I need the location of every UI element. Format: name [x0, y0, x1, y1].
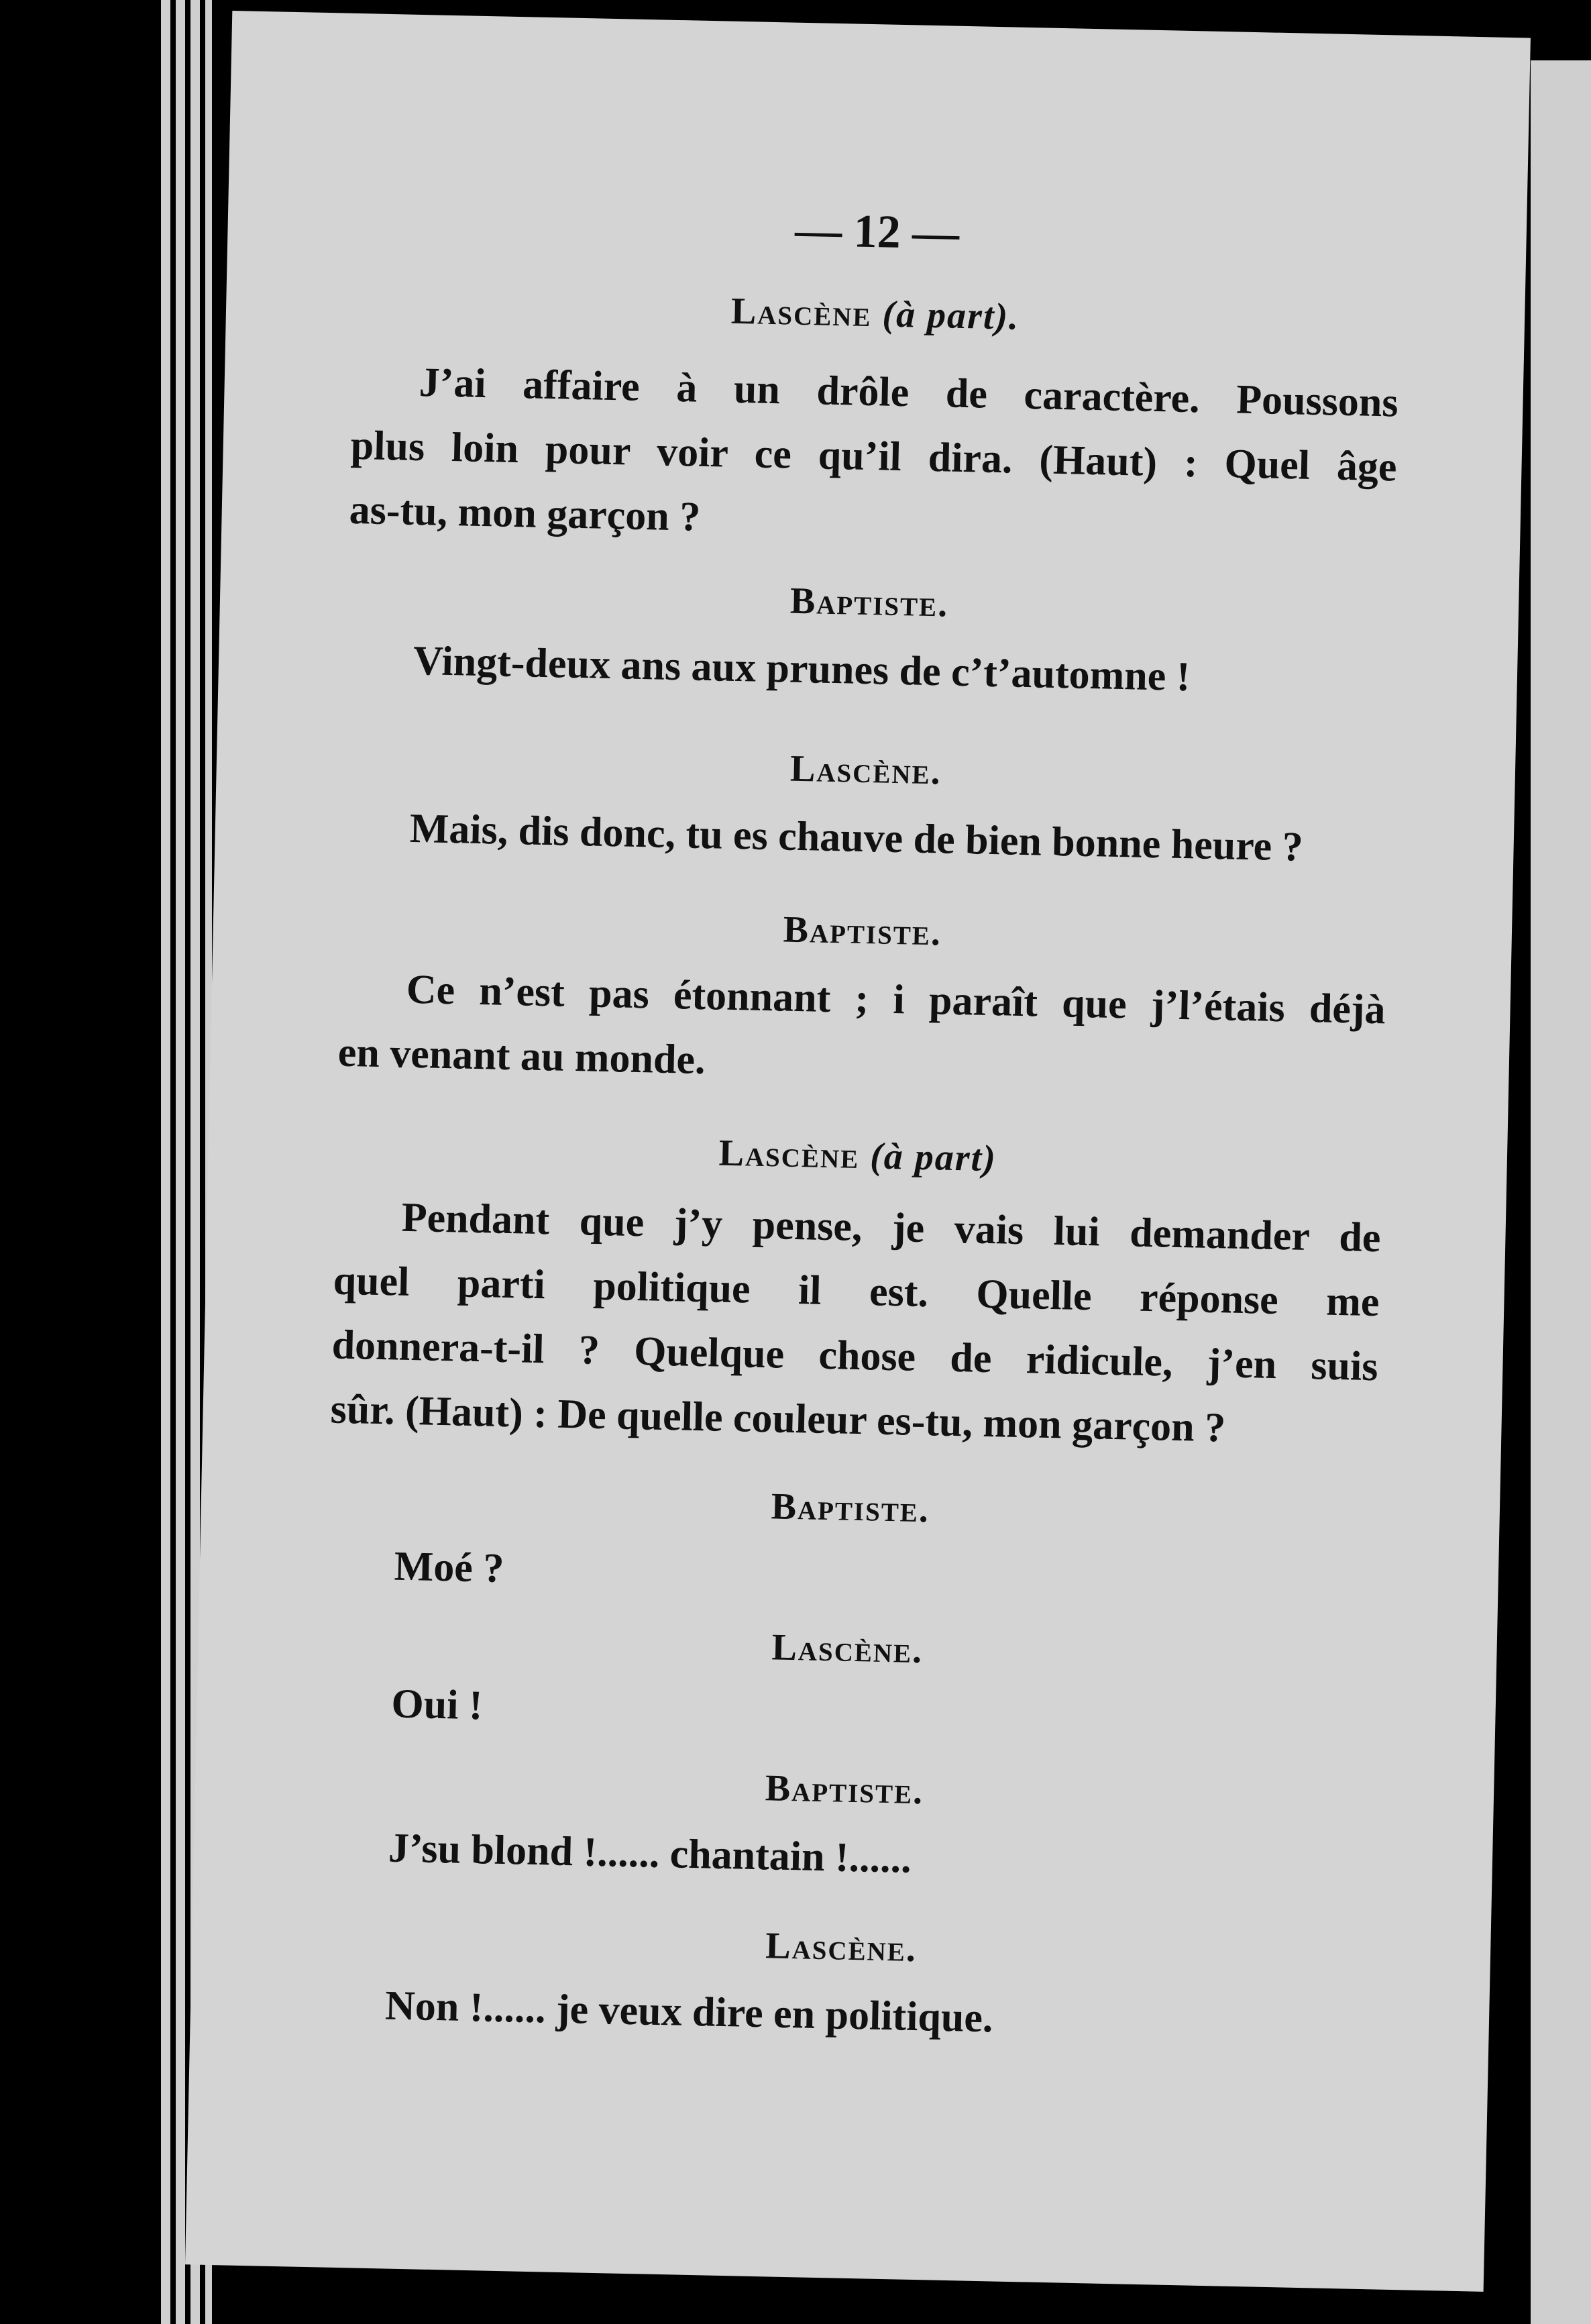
text-line: J’ai affaire à un drôle de caractère. Poussons — [419, 359, 1399, 426]
book-page — [185, 11, 1531, 2292]
text-line: Vingt-deux ans aux prunes de c’t’automne ! — [413, 637, 1191, 700]
stage-direction: (à part) — [869, 1135, 997, 1180]
text-line: Ce n’est pas étonnant ; i paraît que j’l’étais déjà — [406, 966, 1386, 1033]
speaker-name: Baptiste. — [789, 580, 949, 625]
dialogue-paragraph — [337, 956, 1386, 1107]
stage-direction: (à part). — [881, 293, 1020, 338]
page-edge — [161, 0, 170, 2324]
dialogue-paragraph — [317, 1972, 1365, 2058]
page-edge — [176, 0, 185, 2324]
page-number: — 12 — — [794, 204, 960, 260]
speaker-label — [226, 279, 1525, 350]
speaker-label — [208, 1121, 1507, 1192]
speaker-label — [195, 1754, 1494, 1825]
text-line: en venant au monde. — [337, 1029, 706, 1084]
speaker-label — [216, 735, 1515, 806]
speaker-label — [213, 896, 1512, 967]
dialogue-paragraph — [345, 627, 1393, 714]
speaker-name: Lascène — [730, 290, 873, 335]
dialogue-paragraph — [342, 795, 1390, 882]
text-line: quel parti politique il est. Quelle réponse me — [333, 1257, 1380, 1326]
speaker-label — [220, 568, 1519, 638]
speaker-name: Lascène. — [771, 1626, 924, 1672]
text-line: J’su blond !...... chantain !...... — [388, 1825, 912, 1882]
speaker-name: Baptiste. — [771, 1485, 930, 1531]
speaker-name: Baptiste. — [783, 908, 942, 954]
speaker-label — [192, 1912, 1491, 1983]
speaker-name: Lascène — [718, 1132, 860, 1177]
text-line: sûr. (Haut) : De quelle couleur es-tu, mon garçon ? — [330, 1386, 1226, 1451]
text-line: donnera-t-il ? Quelque chose de ridicule, j’en suis — [331, 1322, 1379, 1390]
speaker-name: Lascène. — [789, 747, 942, 793]
dialogue-paragraph — [321, 1814, 1368, 1901]
text-line: as-tu, mon garçon ? — [349, 486, 701, 540]
text-line: Oui ! — [390, 1681, 484, 1729]
dialogue-paragraph — [327, 1533, 1374, 1620]
text-line: Moé ? — [394, 1543, 505, 1592]
text-line: Mais, dis donc, tu es chauve de bien bonne heure ? — [409, 805, 1304, 870]
dialogue-paragraph — [324, 1670, 1372, 1756]
speaker-label — [201, 1473, 1500, 1544]
text-line: plus loin pour voir ce qu’il dira. (Haut) : Quel âge — [350, 422, 1398, 490]
text-line: Pendant que j’y pense, je vais lui demander de — [401, 1194, 1382, 1261]
speaker-name: Lascène. — [765, 1925, 918, 1970]
dialogue-paragraph — [349, 349, 1399, 564]
dialogue-paragraph — [330, 1184, 1382, 1464]
facing-page-edge — [1531, 60, 1591, 2324]
text-line: Non !...... je veux dire en politique. — [384, 1983, 994, 2042]
speaker-name: Baptiste. — [765, 1767, 924, 1813]
